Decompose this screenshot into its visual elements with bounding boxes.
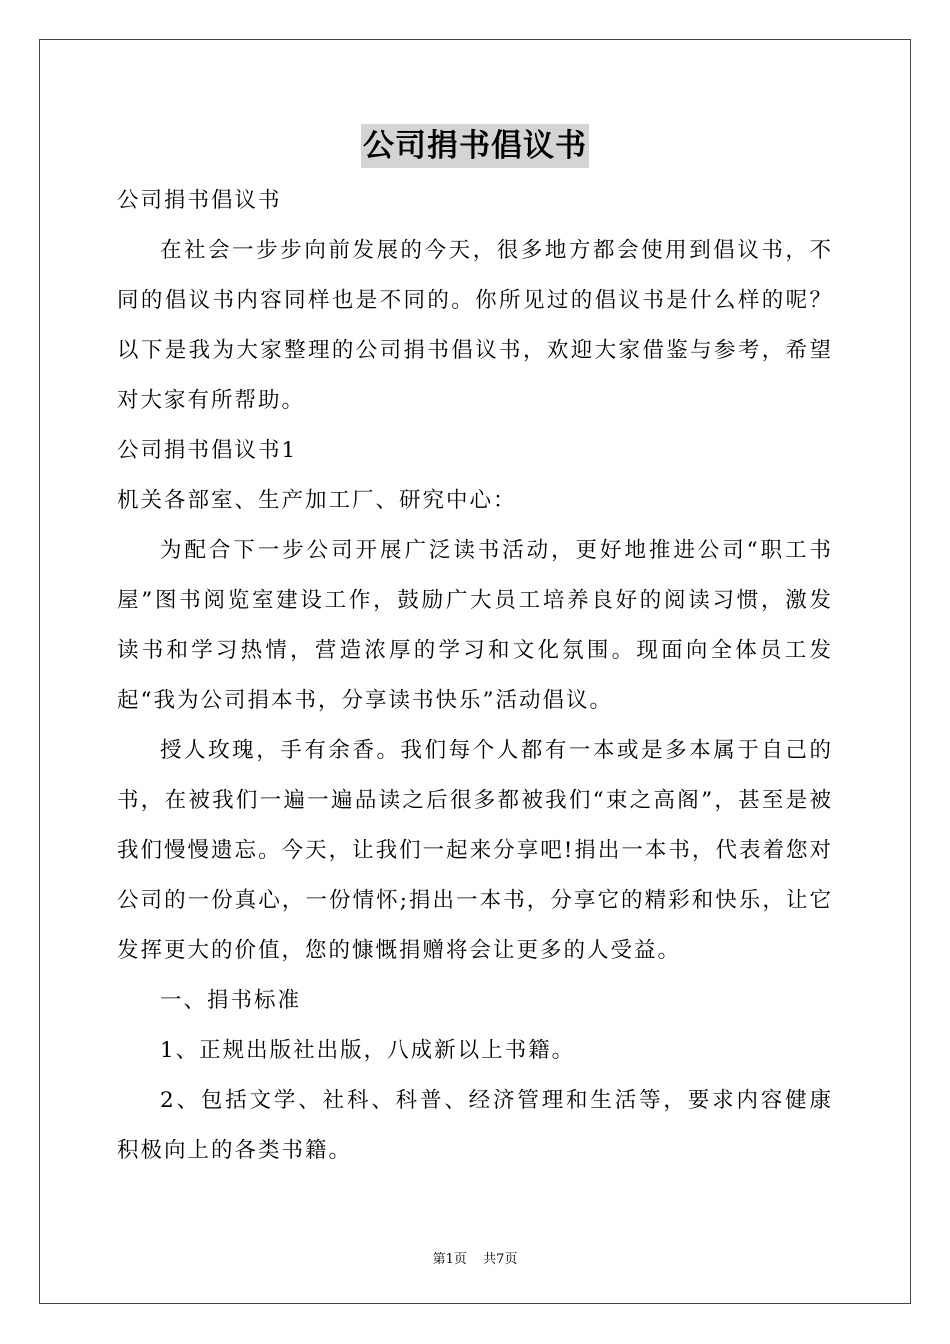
paragraph: 授人玫瑰，手有余香。我们每个人都有一本或是多本属于自己的书，在被我们一遍一遍品读之后很多都被我们“束之高阁”，甚至是被我们慢慢遗忘。今天，让我们一起来分享吧!捐出一本书，代表着您对公司的一份真心，一份情怀;捐出一本书，分享它的精彩和快乐，让它发挥更大的价值，您的慷慨捐赠将会让更多的人受益。 (117, 738, 833, 963)
document-title-text: 公司捐书倡议书 (361, 124, 589, 168)
page-number: 第1页 (432, 1252, 467, 1267)
document-title (0, 124, 950, 168)
paragraph: 机关各部室、生产加工厂、研究中心： (117, 488, 517, 513)
paragraph: 1、正规出版社出版，八成新以上书籍。 (160, 1038, 576, 1063)
paragraph: 在社会一步步向前发展的今天，很多地方都会使用到倡议书，不同的倡议书内容同样也是不同的。你所见过的倡议书是什么样的呢？以下是我为大家整理的公司捐书倡议书，欢迎大家借鉴与参考，希望对大家有所帮助。 (117, 238, 833, 413)
paragraph: 公司捐书倡议书1 (117, 438, 298, 463)
paragraph: 一、捐书标准 (160, 988, 302, 1013)
page-footer (0, 1248, 950, 1267)
paragraph: 公司捐书倡议书 (117, 188, 282, 213)
document-body (117, 176, 833, 1176)
page-total: 共7页 (483, 1252, 518, 1267)
paragraph: 2、包括文学、社科、科普、经济管理和生活等，要求内容健康积极向上的各类书籍。 (117, 1088, 833, 1163)
paragraph: 为配合下一步公司开展广泛读书活动，更好地推进公司“职工书屋”图书阅览室建设工作，鼓励广大员工培养良好的阅读习惯，激发读书和学习热情，营造浓厚的学习和文化氛围。现面向全体员工发起“我为公司捐本书，分享读书快乐”活动倡议。 (117, 538, 833, 713)
